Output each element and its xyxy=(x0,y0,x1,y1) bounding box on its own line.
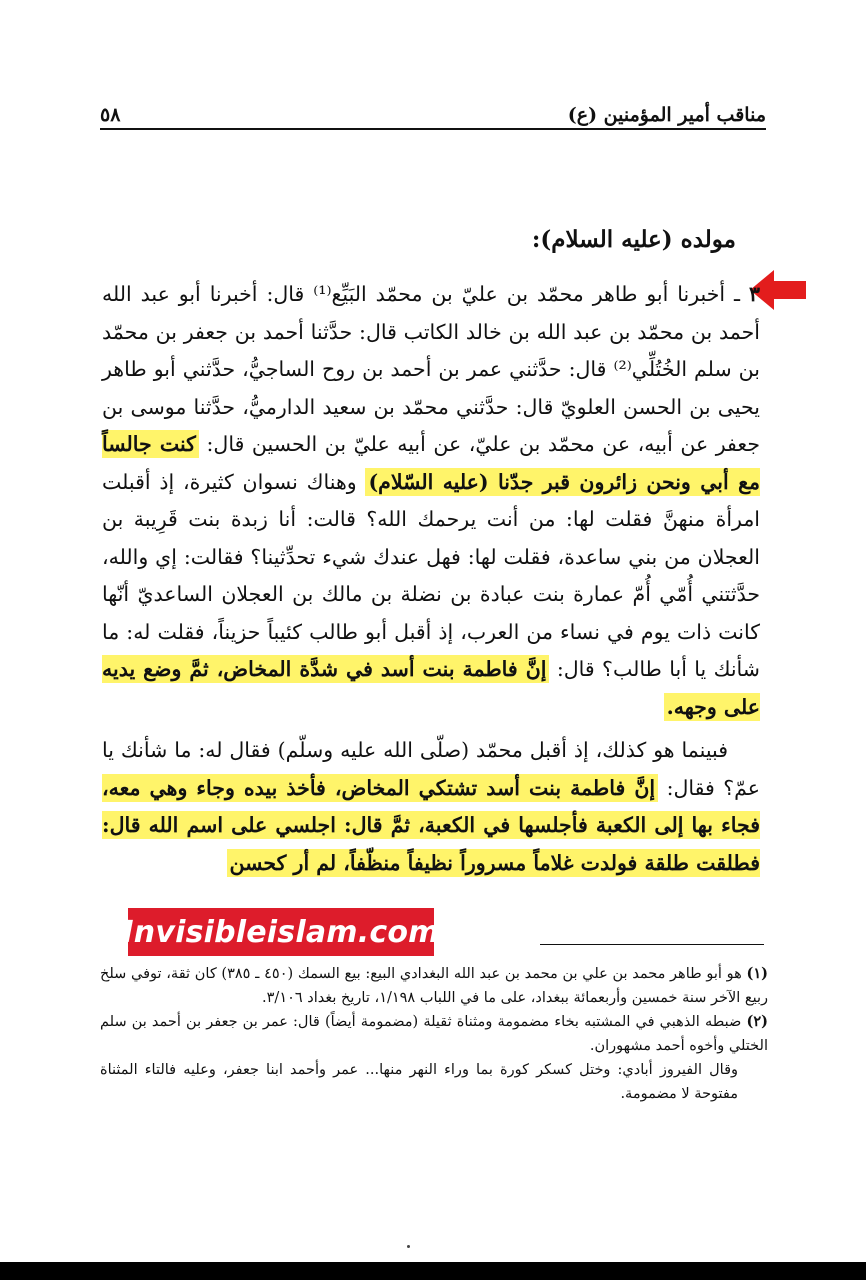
watermark-banner: Invisibleislam.com xyxy=(128,908,434,956)
narration-chain: ـ أخبرنا أبو طاهر محمّد بن عليّ بن محمّد البَيِّع⁽¹⁾ قال: أخبرنا أبو عبد الله أحمد بن محمّد بن عبد الله بن خالد الكاتب قال: حدَّثنا أحمد بن جعفر بن محمّد بن سلم الخُتُلِّي⁽²⁾ قال: حدَّثني عمر بن أحمد بن روح الساجيُّ، حدَّثني أبو طاهر يحيى بن الحسن العلويّ قال: حدَّثني محمّد بن سعيد الدارميُّ، حدَّثنا موسى بن جعفر عن أبيه، عن محمّد بن عليّ، عن أبيه عليّ بن الحسين قال: xyxy=(102,282,760,456)
scan-bottom-edge xyxy=(0,1262,866,1280)
footnote-2 xyxy=(100,1010,768,1058)
narration-continuation: فبينما هو كذلك، إذ أقبل محمّد (صلّى الله عليه وسلّم) فقال له: ما شأنك يا عمّ؟ فقال: xyxy=(102,738,760,800)
running-title: مناقب أمير المؤمنين (ع) xyxy=(567,104,766,126)
footnote-2-mark: (٢) xyxy=(746,1013,768,1030)
narration-body: وهناك نسوان كثيرة، إذ أقبلت امرأة منهنَّ فقلت لها: من أنت يرحمك الله؟ قالت: أنا زبدة بنت قَرِيبة بن العجلان من بني ساعدة، فقلت لها: فهل عندك شيء تحدِّثينا؟ فقالت: إي والله، حدَّثتني أُمّي أُمّ عمارة بنت عبادة بن نضلة بن مالك بن العجلان الساعديّ أنّها كانت ذات يوم في نساء من العرب، إذ أقبل أبو طالب كئيباً حزيناً، فقلت له: ما شأنك يا أبا طالب؟ قال: xyxy=(102,469,760,681)
footnote-2-text: ضبطه الذهبي في المشتبه بخاء مضمومة ومثناة ثقيلة (مضمومة أيضاً) قال: عمر بن جعفر بن أحمد بن سلم الختلي وأخوه أحمد مشهوران. xyxy=(100,1014,768,1054)
section-heading: مولده (عليه السلام): xyxy=(531,226,736,253)
hadith-number: ٣ xyxy=(748,282,760,306)
page-dot xyxy=(407,1245,410,1248)
highlighted-text-1: كنت جالساً مع أبي ونحن زائرون قبر جدّنا (عليه السّلام) xyxy=(102,432,760,494)
page-number: ٥٨ xyxy=(100,104,121,126)
header-rule xyxy=(100,128,766,130)
paragraph-2 xyxy=(102,732,760,882)
highlighted-text-3: إنَّ فاطمة بنت أسد تشتكي المخاض، فأخذ بيده وجاء وهي معه، فجاء بها إلى الكعبة فأجلسها في الكعبة، ثمَّ قال: اجلسي على اسم الله قال: فطلقت طلقة فولدت غلاماً مسروراً نظيفاً منظّفاً، لم أر كحسن xyxy=(102,775,760,875)
footnote-1-text: هو أبو طاهر محمد بن علي بن محمد بن عبد الله البغدادي البيع: بيع السمك (٤٥٠ ـ ٣٨٥) كان ثقة، توفي سلخ ربيع الآخر سنة خمسين وأربعمائة ببغداد، على ما في اللباب ١/١٩٨، تاريخ بغداد ٣/١٠٦. xyxy=(100,966,768,1006)
footnote-2-continuation: وقال الفيروز أبادي: وختل كسكر كورة بما وراء النهر منها... عمر وأحمد ابنا جعفر، وعليه فالتاء المثناة مفتوحة لا مضمومة. xyxy=(100,1062,738,1102)
page-header xyxy=(100,92,766,126)
footnote-1 xyxy=(100,962,768,1010)
highlighted-text-2: إنَّ فاطمة بنت أسد في شدَّة المخاض، ثمَّ وضع يديه على وجهه. xyxy=(102,657,760,719)
footnote-1-mark: (١) xyxy=(746,965,768,982)
main-text xyxy=(102,276,760,882)
paragraph-1 xyxy=(102,276,760,726)
footnotes xyxy=(100,962,768,1106)
footnote-separator xyxy=(540,944,764,945)
